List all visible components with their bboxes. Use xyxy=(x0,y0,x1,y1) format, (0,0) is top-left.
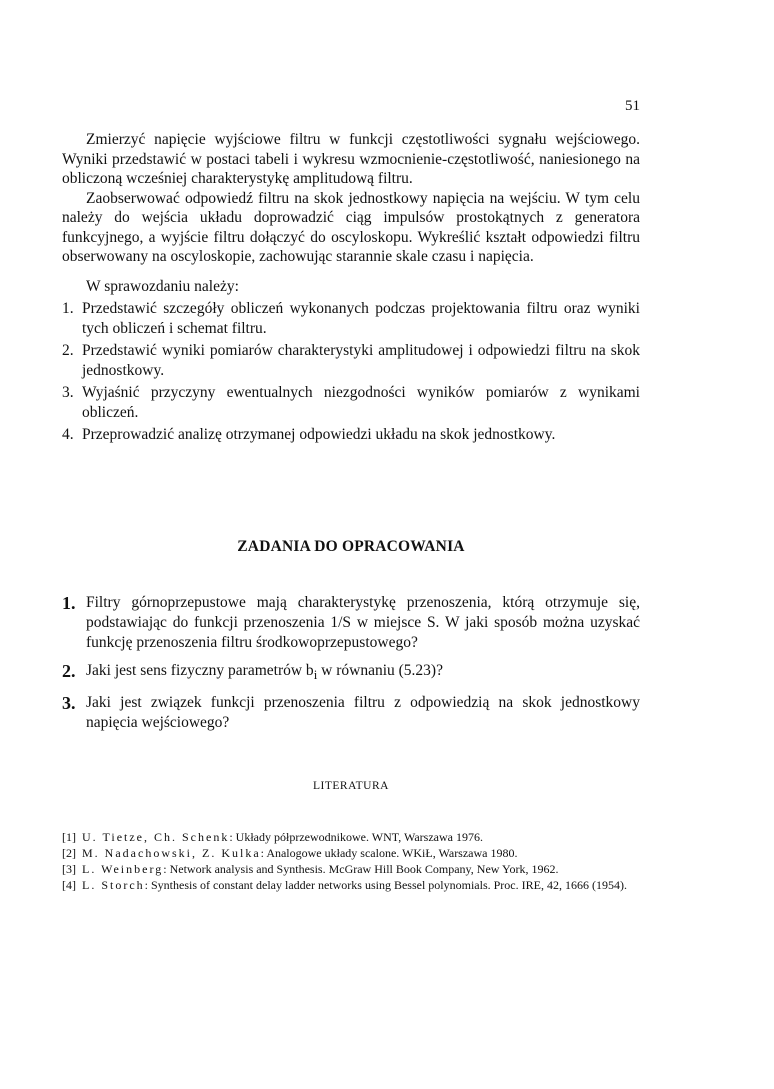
task-item xyxy=(62,593,640,653)
list-item-number: 4. xyxy=(62,426,74,443)
reference-number: [3] xyxy=(62,862,76,876)
task-item xyxy=(62,693,640,733)
reference-item xyxy=(62,861,640,877)
list-item xyxy=(62,299,640,338)
reference-text xyxy=(82,861,640,877)
reference-number: [4] xyxy=(62,878,76,892)
reference-item xyxy=(62,845,640,861)
reference-text xyxy=(82,877,640,893)
paragraph: Zaobserwować odpowiedź filtru na skok jednostkowy napięcia na wejściu. W tym celu należy do wejścia układu doprowadzić ciąg impulsów prostokątnych z generatora funkcyjnego, a wyjście filtru dołączyć do oscyloskopu. Wykreślić kształt odpowiedzi filtru obserwowany na oscyloskopie, zachowując starannie skale czasu i napięcia. xyxy=(62,189,640,265)
reference-details: : Network analysis and Synthesis. McGraw Hill Book Company, New York, 1962. xyxy=(163,862,559,876)
reference-author: M. Nadachowski, Z. Kulka xyxy=(82,846,261,860)
literature-heading: LITERATURA xyxy=(313,780,389,792)
task-text: Filtry górnoprzepustowe mają charakterystykę przenoszenia, którą otrzymuje się, podstawiając do funkcji przenoszenia 1/S w miejsce S. W jaki sposób można uzyskać funkcję przenoszenia filtru środkowoprzepustowego? xyxy=(86,594,640,651)
task-item xyxy=(62,661,640,685)
list-item-text: Przedstawić szczegóły obliczeń wykonanych podczas projektowania filtru oraz wyniki tych obliczeń i schemat filtru. xyxy=(82,300,640,337)
reference-number: [1] xyxy=(62,830,76,844)
subscript: i xyxy=(313,667,318,683)
reference-item xyxy=(62,829,640,845)
reference-author: L. Storch xyxy=(82,878,145,892)
reference-author: U. Tietze, Ch. Schenk xyxy=(82,830,230,844)
paragraph: Zmierzyć napięcie wyjściowe filtru w funkcji częstotliwości sygnału wejściowego. Wyniki przedstawić w postaci tabeli i wykresu wzmocnienie-częstotliwość, naniesionego na obliczoną wcześniej charakterystykę amplitudową filtru. xyxy=(62,131,640,187)
list-item-number: 3. xyxy=(62,384,74,401)
list-item xyxy=(62,383,640,422)
reference-details: : Synthesis of constant delay ladder networks using Bessel polynomials. Proc. IRE, 42, 1666 (1954). xyxy=(144,878,627,892)
page-number: 51 xyxy=(625,98,640,114)
reference-text xyxy=(82,829,640,845)
list-item-text: Przedstawić wyniki pomiarów charakterystyki amplitudowej i odpowiedzi filtru na skok jednostkowy. xyxy=(82,342,640,379)
task-number: 2. xyxy=(62,661,76,681)
task-number: 1. xyxy=(62,593,76,613)
list-item-text: Przeprowadzić analizę otrzymanej odpowiedzi układu na skok jednostkowy. xyxy=(82,426,556,443)
reference-author: L. Weinberg xyxy=(82,862,164,876)
task-number: 3. xyxy=(62,693,76,714)
task-text xyxy=(86,661,640,685)
reference-details: : Układy półprzewodnikowe. WNT, Warszawa 1976. xyxy=(229,830,483,844)
references-list xyxy=(62,829,640,893)
list-item-text: Wyjaśnić przyczyny ewentualnych niezgodności wyników pomiarów z wynikami obliczeń. xyxy=(82,384,640,421)
reference-number: [2] xyxy=(62,846,76,860)
list-item-number: 2. xyxy=(62,342,74,359)
section-heading: ZADANIA DO OPRACOWANIA xyxy=(237,538,465,555)
list-item xyxy=(62,341,640,380)
tasks-list xyxy=(62,593,640,741)
list-item xyxy=(62,425,640,445)
reference-item xyxy=(62,877,640,893)
report-list xyxy=(62,299,640,445)
list-item-number: 1. xyxy=(62,300,74,317)
task-text: Jaki jest związek funkcji przenoszenia filtru z odpowiedzią na skok jednostkowy napięcia wejściowego? xyxy=(86,694,640,732)
body-text xyxy=(62,130,640,445)
report-intro: W sprawozdaniu należy: xyxy=(86,277,239,295)
task-text-part: Jaki jest sens fizyczny parametrów b xyxy=(86,662,314,679)
reference-text xyxy=(82,845,640,861)
task-text-part: w równaniu (5.23)? xyxy=(317,662,443,679)
reference-details: : Analogowe układy scalone. WKiŁ, Warszawa 1980. xyxy=(260,846,518,860)
